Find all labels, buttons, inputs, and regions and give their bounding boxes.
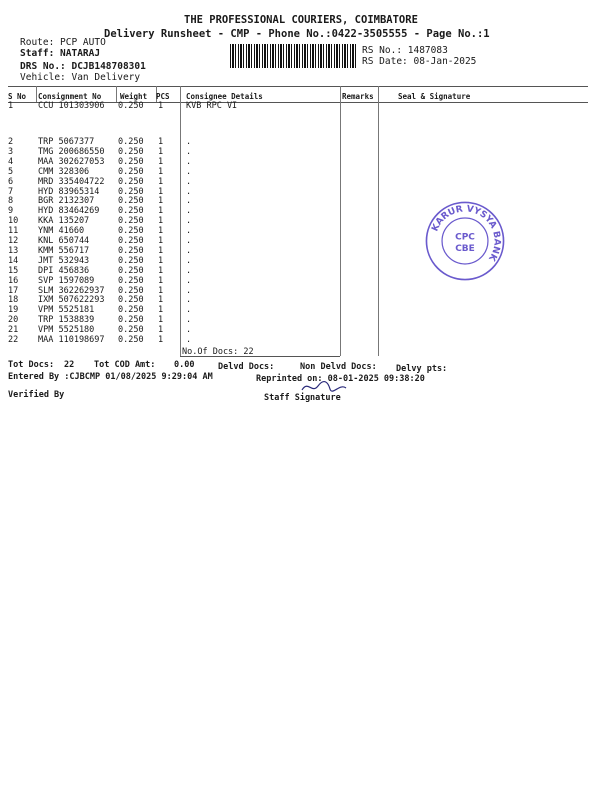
table-row (8, 266, 208, 276)
row-consignment: BGR 2132307 (38, 196, 95, 207)
col-remarks: Remarks (342, 92, 374, 101)
row-consignment: KKA 135207 (38, 216, 90, 227)
table-row (8, 137, 208, 147)
rs-date: RS Date: 08-Jan-2025 (362, 56, 477, 67)
row-pcs: 1 (158, 335, 164, 345)
table-row (8, 157, 208, 167)
row-details: . (186, 166, 192, 177)
table-row (8, 177, 208, 187)
row-pcs: 1 (158, 196, 164, 207)
row-weight: 0.250 (118, 101, 144, 111)
row-weight: 0.250 (118, 216, 144, 227)
svg-text:CPC: CPC (455, 232, 475, 243)
table-row (8, 295, 208, 305)
table-row (8, 256, 208, 266)
row-details: . (186, 216, 192, 227)
table-row (8, 335, 208, 345)
row-pcs: 1 (158, 146, 164, 157)
row-sno: 19 (8, 305, 19, 316)
no-of-docs: No.Of Docs: 22 (182, 347, 254, 357)
row-consignment: VPM 5525180 (38, 325, 95, 336)
row-weight: 0.250 (118, 265, 144, 276)
row-details: . (186, 295, 192, 306)
row-weight: 0.250 (118, 196, 144, 207)
row-consignment: TRP 5067377 (38, 137, 95, 147)
non-delvd-docs: Non Delvd Docs: (300, 362, 377, 372)
rs-number: RS No.: 1487083 (362, 45, 448, 56)
row-consignment: MAA 110198697 (38, 335, 105, 345)
table-row (8, 216, 208, 226)
row-details: . (186, 265, 192, 276)
row-sno: 8 (8, 196, 14, 207)
drs-number: DRS No.: DCJB148708301 (20, 61, 146, 72)
row-pcs: 1 (158, 315, 164, 326)
staff-signature-label: Staff Signature (264, 393, 341, 403)
row-consignment: CCU 101303906 (38, 101, 105, 111)
row-sno: 21 (8, 325, 19, 336)
row-sno: 20 (8, 315, 19, 326)
row-pcs: 1 (158, 216, 164, 227)
runsheet-title: Delivery Runsheet - CMP - Phone No.:0422-3505555 - Page No.:1 (104, 28, 490, 40)
row-weight: 0.250 (118, 315, 144, 326)
row-pcs: 1 (158, 325, 164, 336)
table-row (8, 305, 208, 315)
row-details: . (186, 226, 192, 237)
row-consignment: TMG 200686550 (38, 146, 105, 157)
table-row (8, 325, 208, 335)
row-consignment: YNM 41660 (38, 226, 85, 237)
tot-docs-value: 22 (64, 360, 75, 370)
row-sno: 18 (8, 295, 19, 306)
row-weight: 0.250 (118, 146, 144, 157)
table-row (8, 187, 208, 197)
row-sno: 6 (8, 176, 14, 187)
row-consignment: SLM 362262937 (38, 285, 105, 296)
row-details: . (186, 146, 192, 157)
company-title: THE PROFESSIONAL COURIERS, COIMBATORE (184, 14, 418, 26)
table-row (8, 226, 208, 236)
row-pcs: 1 (158, 186, 164, 197)
row-details: . (186, 137, 192, 147)
tot-docs-label: Tot Docs: (8, 360, 55, 370)
row-pcs: 1 (158, 255, 164, 266)
row-pcs: 1 (158, 236, 164, 246)
row-weight: 0.250 (118, 156, 144, 167)
row-pcs: 1 (158, 156, 164, 167)
row-consignment: HYD 83464269 (38, 206, 100, 217)
row-weight: 0.250 (118, 137, 144, 147)
table-row (8, 286, 208, 296)
row-pcs: 1 (158, 295, 164, 306)
row-details: . (186, 305, 192, 316)
col-seal: Seal & Signature (398, 92, 471, 101)
row-details: . (186, 156, 192, 167)
row-details: KVB RPC VI (186, 101, 238, 111)
col-sno: S No (8, 92, 27, 101)
row-consignment: CMM 328306 (38, 166, 90, 177)
row-sno: 1 (8, 101, 14, 111)
row-consignment: KMM 556717 (38, 245, 90, 256)
table-row (8, 147, 208, 157)
row-weight: 0.250 (118, 206, 144, 217)
reprinted-on: Reprinted on: 08-01-2025 09:38:20 (256, 374, 425, 384)
row-details: . (186, 275, 192, 286)
row-sno: 13 (8, 245, 19, 256)
row-weight: 0.250 (118, 236, 144, 246)
row-pcs: 1 (158, 305, 164, 316)
row-consignment: JMT 532943 (38, 255, 90, 266)
row-sno: 15 (8, 265, 19, 276)
table-row (8, 276, 208, 286)
row-sno: 4 (8, 156, 14, 167)
tot-cod-label: Tot COD Amt: (94, 360, 156, 370)
row-pcs: 1 (158, 206, 164, 217)
row-details: . (186, 255, 192, 266)
row-weight: 0.250 (118, 305, 144, 316)
delvy-pts: Delvy pts: (396, 364, 448, 374)
row-pcs: 1 (158, 226, 164, 237)
table-row (8, 101, 238, 111)
row-details: . (186, 236, 192, 246)
row-weight: 0.250 (118, 285, 144, 296)
row-consignment: KNL 650744 (38, 236, 90, 246)
table-row (8, 315, 208, 325)
row-consignment: TRP 1538839 (38, 315, 95, 326)
svg-text:CBE: CBE (455, 243, 475, 254)
row-weight: 0.250 (118, 245, 144, 256)
row-sno: 2 (8, 137, 14, 147)
row-details: . (186, 206, 192, 217)
row-weight: 0.250 (118, 176, 144, 187)
col-consignee: Consignee Details (186, 92, 263, 101)
row-sno: 12 (8, 236, 19, 246)
row-pcs: 1 (158, 245, 164, 256)
entered-by: Entered By :CJBCMP 01/08/2025 9:29:04 AM (8, 372, 213, 382)
row-details: . (186, 285, 192, 296)
row-weight: 0.250 (118, 226, 144, 237)
row-details: . (186, 335, 192, 345)
row-details: . (186, 315, 192, 326)
row-weight: 0.250 (118, 255, 144, 266)
row-weight: 0.250 (118, 275, 144, 286)
tot-cod-value: 0.00 (174, 360, 195, 370)
row-pcs: 1 (158, 275, 164, 286)
staff-signature-scribble (300, 380, 348, 394)
svg-text:KARUR VYSYA BANK: KARUR VYSYA BANK (430, 204, 502, 263)
row-weight: 0.250 (118, 295, 144, 306)
row-sno: 3 (8, 146, 14, 157)
row-sno: 9 (8, 206, 14, 217)
table-row (8, 206, 208, 216)
row-consignment: IXM 507622293 (38, 295, 105, 306)
row-sno: 14 (8, 255, 19, 266)
row-pcs: 1 (158, 166, 164, 177)
row-pcs: 1 (158, 137, 164, 147)
table-row (8, 196, 208, 206)
col-weight: Weight (120, 92, 148, 101)
row-sno: 11 (8, 226, 19, 237)
row-details: . (186, 245, 192, 256)
row-weight: 0.250 (118, 166, 144, 177)
row-consignment: DPI 456836 (38, 265, 90, 276)
row-sno: 17 (8, 285, 19, 296)
row-weight: 0.250 (118, 186, 144, 197)
col-pcs: PCS (156, 92, 170, 101)
row-pcs: 1 (158, 176, 164, 187)
vehicle: Vehicle: Van Delivery (20, 72, 141, 83)
row-details: . (186, 176, 192, 187)
route: Route: PCP AUTO (20, 37, 106, 48)
row-weight: 0.250 (118, 325, 144, 336)
row-sno: 7 (8, 186, 14, 197)
row-consignment: MAA 302627053 (38, 156, 105, 167)
row-sno: 5 (8, 166, 14, 177)
row-consignment: HYD 83965314 (38, 186, 100, 197)
table-row (8, 236, 208, 246)
row-pcs: 1 (158, 285, 164, 296)
row-pcs: 1 (158, 265, 164, 276)
staff: Staff: NATARAJ (20, 48, 101, 59)
verified-by: Verified By (8, 390, 65, 400)
row-consignment: MRD 335404722 (38, 176, 105, 187)
row-details: . (186, 325, 192, 336)
row-consignment: SVP 1597089 (38, 275, 95, 286)
col-consignment: Consignment No (38, 92, 102, 101)
row-sno: 10 (8, 216, 19, 227)
row-sno: 22 (8, 335, 19, 345)
row-sno: 16 (8, 275, 19, 286)
row-details: . (186, 196, 192, 207)
barcode (230, 44, 356, 68)
row-details: . (186, 186, 192, 197)
table-row (8, 246, 208, 256)
row-weight: 0.250 (118, 335, 144, 345)
table-row (8, 167, 208, 177)
row-consignment: VPM 5525181 (38, 305, 95, 316)
bank-stamp (424, 200, 506, 282)
row-pcs: 1 (158, 101, 164, 111)
delvd-docs: Delvd Docs: (218, 362, 275, 372)
